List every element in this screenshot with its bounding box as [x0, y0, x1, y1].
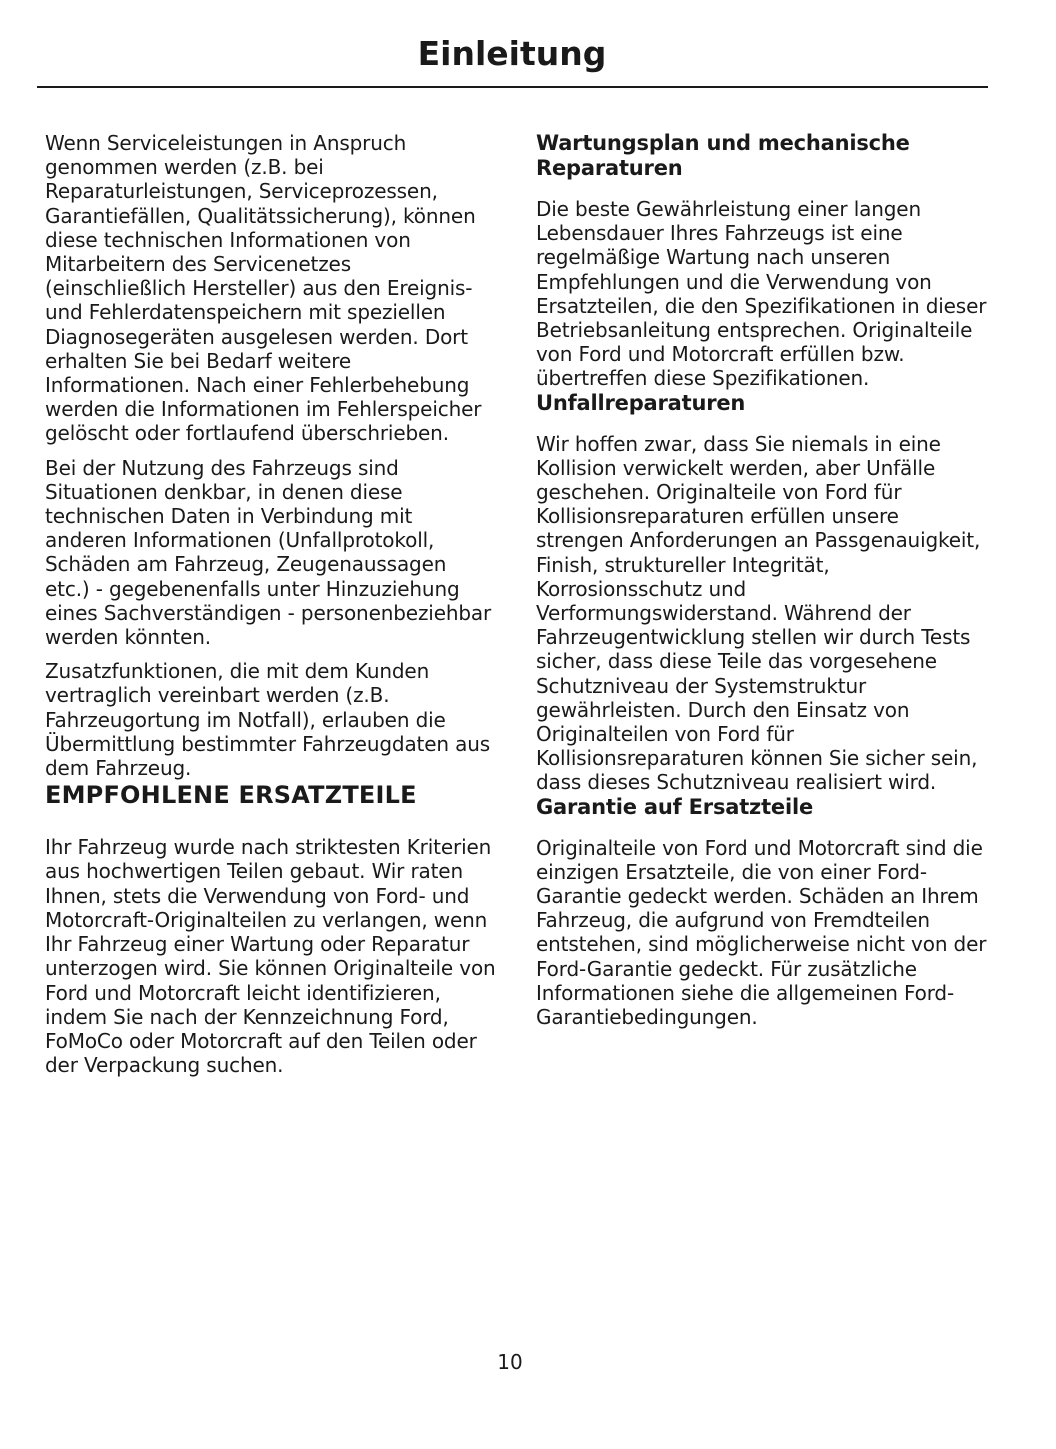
right-column: [536, 131, 988, 1029]
subheading-garantie-auf-ersatzteile: Garantie auf Ersatzteile: [536, 794, 813, 819]
page-title: Einleitung: [417, 34, 607, 73]
subheading-unfallreparaturen: Unfallreparaturen: [536, 390, 746, 415]
body-paragraph: Ihr Fahrzeug wurde nach striktesten Kriterien aus hochwertigen Teilen gebaut. Wir raten Ihnen, stets die Verwendung von Ford- und Motorcraft-Originalteilen zu verlangen, wenn Ihr Fahrzeug einer Wartung oder Reparatur unterzogen wird. Sie können Originalteile von Ford und Motorcraft leicht identifizieren, indem Sie nach der Kennzeichnung Ford, FoMoCo oder Motorcraft auf den Teilen oder der Verpackung suchen.: [45, 835, 496, 1078]
body-paragraph: Zusatzfunktionen, die mit dem Kunden vertraglich vereinbart werden (z.B. Fahrzeugortung im Notfall), erlauben die Übermittlung bestimmter Fahrzeugdaten aus dem Fahrzeug.: [45, 659, 491, 781]
section-heading-empfohlene-ersatzteile: EMPFOHLENE ERSATZTEILE: [45, 781, 417, 810]
body-paragraph: Wir hoffen zwar, dass Sie niemals in eine Kollision verwickelt werden, aber Unfälle geschehen. Originalteile von Ford für Kollisionsreparaturen erfüllen unsere strengen Anforderungen an Passgenauigkeit, Finish, struktureller Integrität, Korrosionsschutz und Verformungswiderstand. Während der Fahrzeugentwicklung stellen wir durch Tests sicher, dass diese Teile das vorgesehene Schutzniveau der Systemstruktur gewährleisten. Durch den Einsatz von Originalteilen von Ford für Kollisionsreparaturen können Sie sicher sein, dass dieses Schutzniveau realisiert wird.: [536, 431, 981, 795]
body-paragraph: Bei der Nutzung des Fahrzeugs sind Situationen denkbar, in denen diese technischen Daten in Verbindung mit anderen Informationen (Unfallprotokoll, Schäden am Fahrzeug, Zeugenaussagen etc.) - gegebenenfalls unter Hinzuziehung eines Sachverständigen - personenbeziehbar werden könnten.: [45, 455, 492, 650]
body-paragraph: Die beste Gewährleistung einer langen Lebensdauer Ihres Fahrzeugs ist eine regelmäßige Wartung nach unseren Empfehlungen und die Verwendung von Ersatzteilen, die den Spezifikationen in dieser Betriebsanleitung entsprechen. Originalteile von Ford und Motorcraft erfüllen bzw. übertreffen diese Spezifikationen.: [536, 197, 987, 391]
page-number: 10: [497, 1350, 523, 1374]
left-column: [45, 131, 497, 1077]
body-paragraph: Wenn Serviceleistungen in Anspruch genommen werden (z.B. bei Reparaturleistungen, Serviceprozessen, Garantiefällen, Qualitätssicherung), können diese technischen Informationen von Mitarbeitern des Servicenetzes (einschließlich Hersteller) aus den Ereignis- und Fehlerdatenspeichern mit speziellen Diagnosegeräten ausgelesen werden. Dort erhalten Sie bei Bedarf weitere Informationen. Nach einer Fehlerbehebung werden die Informationen im Fehlerspeicher gelöscht oder fortlaufend überschrieben.: [45, 131, 482, 446]
subheading-wartungsplan: Wartungsplan und mechanische Reparaturen: [536, 131, 910, 180]
body-paragraph: Originalteile von Ford und Motorcraft sind die einzigen Ersatzteile, die von einer Ford-Garantie gedeckt werden. Schäden an Ihrem Fahrzeug, die aufgrund von Fremdteilen entstehen, sind möglicherweise nicht von der Ford-Garantie gedeckt. Für zusätzliche Informationen siehe die allgemeinen Ford-Garantiebedingungen.: [536, 835, 987, 1030]
title-divider: [37, 86, 988, 88]
